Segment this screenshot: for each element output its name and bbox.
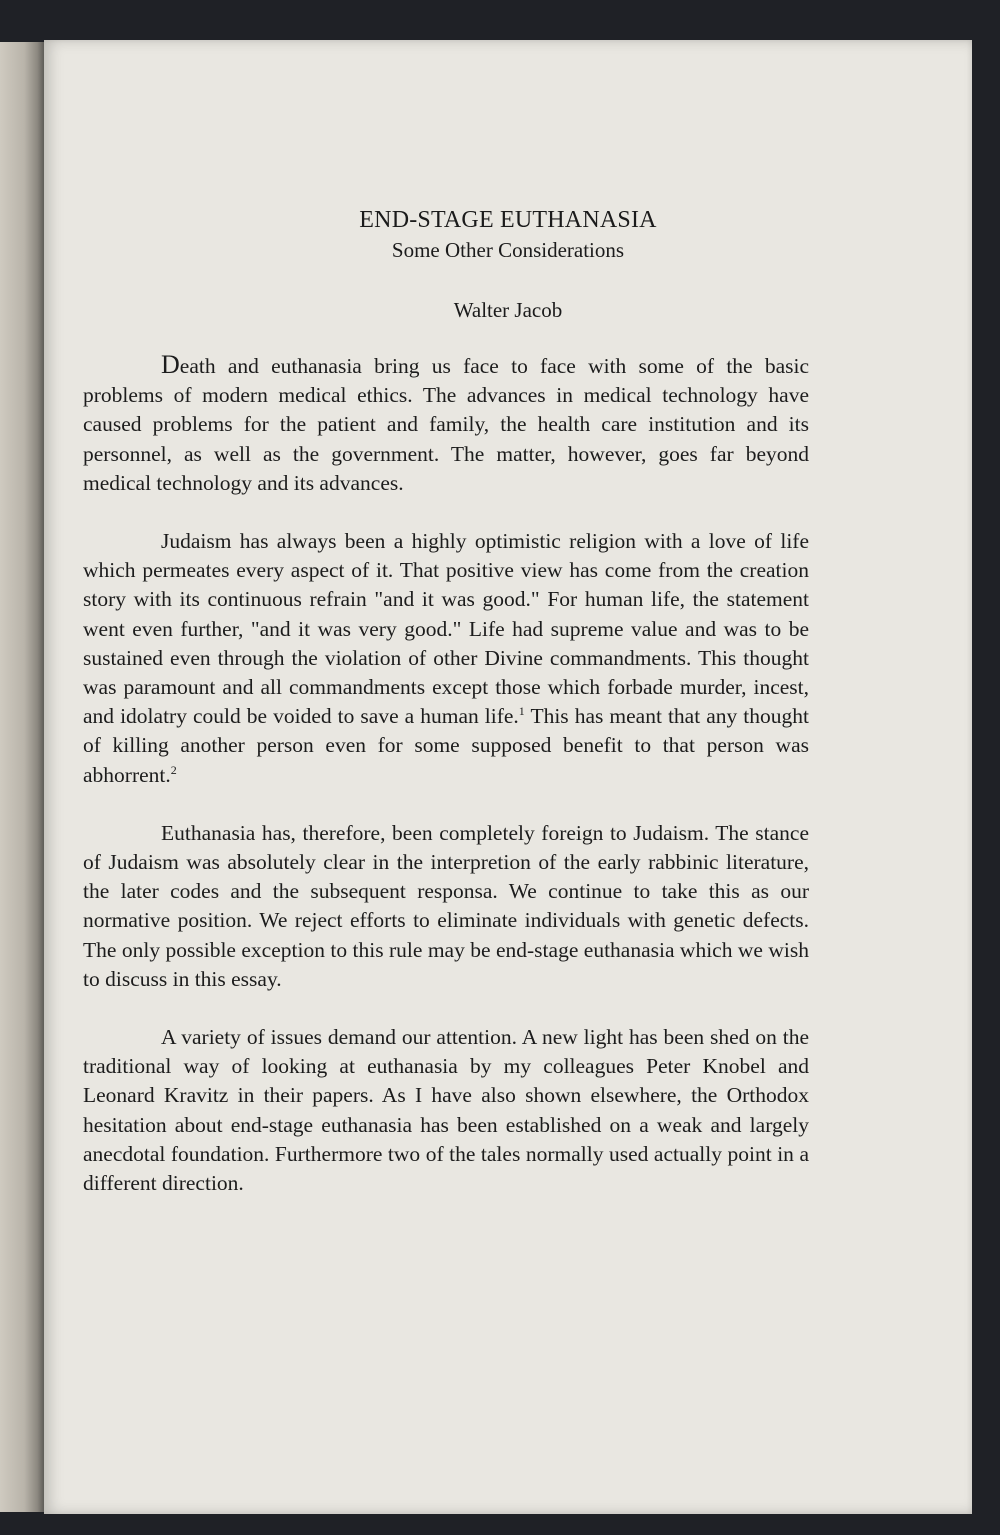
footnote-ref-1: 1 — [518, 704, 525, 719]
paragraph-2-text-a: Judaism has always been a highly optimistic religion with a love of life which permeates every aspect of it. That positive view has come from the creation story with its continuous refrain "and it was good." For human life, the statement went even further, "and it was very good." Life had supreme value and was to be sustained even through the violation of other Divine commandments. This thought was paramount and all commandments except those which forbade murder, incest, and idolatry could be voided to save a human life. — [83, 529, 809, 729]
article-subtitle: Some Other Considerations — [391, 238, 625, 262]
paragraph-3 — [83, 819, 809, 994]
paragraph-4 — [83, 1023, 809, 1198]
footnote-ref-2: 2 — [170, 762, 177, 777]
paragraph-4-text: A variety of issues demand our attention. A new light has been shed on the traditional way of looking at euthanasia by my colleagues Peter Knobel and Leonard Kravitz in their papers. As I have also shown elsewhere, the Orthodox hesitation about end-stage euthanasia has been established on a weak and largely anecdotal foundation. Furthermore two of the tales normally used actually point in a different direction. — [83, 1025, 809, 1196]
paragraph-1 — [83, 350, 809, 498]
paragraph-3-text: Euthanasia has, therefore, been completely foreign to Judaism. The stance of Judaism was absolutely clear in the interpretion of the early rabbinic literature, the later codes and the subsequent responsa. We continue to take this as our normative position. We reject efforts to eliminate individuals with genetic defects. The only possible exception to this rule may be end-stage euthanasia which we wish to discuss in this essay. — [83, 820, 809, 991]
article-body — [83, 350, 809, 1227]
article-title: END-STAGE EUTHANASIA — [359, 207, 657, 233]
paragraph-1-text: eath and euthanasia bring us face to face with some of the basic problems of modern medical ethics. The advances in medical technology have caused problems for the patient and family, the health care institution and its personnel, as well as the government. The matter, however, goes far beyond medical technology and its advances. — [83, 354, 809, 495]
drop-letter: D — [161, 350, 180, 379]
previous-page-edge — [0, 42, 44, 1512]
article-author: Walter Jacob — [453, 298, 563, 322]
book-page — [44, 40, 972, 1514]
paragraph-2-text-b: This has meant that any thought of killing another person even for some supposed benefit to that person was abhorrent. — [83, 704, 809, 787]
paragraph-2 — [83, 527, 809, 790]
